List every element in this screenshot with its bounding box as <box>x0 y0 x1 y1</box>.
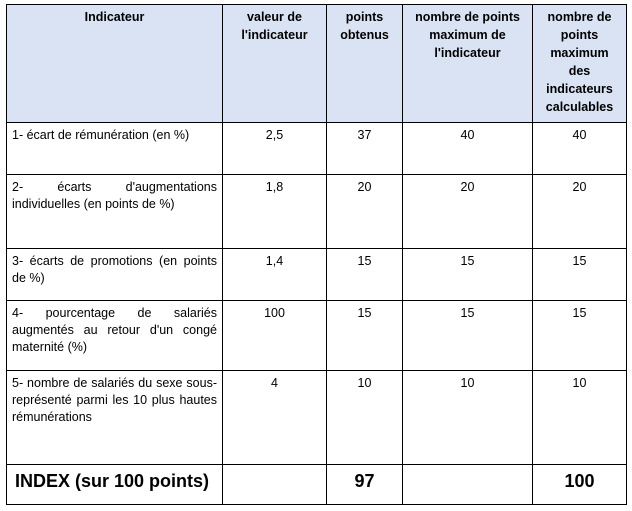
valeur-cell: 2,5 <box>223 123 327 175</box>
max-indicateur-cell: 15 <box>403 249 533 301</box>
header-valeur: valeur de l'indicateur <box>223 5 327 123</box>
indicateur-cell: 4- pourcentage de salariés augmentés au retour d'un congé maternité (%) <box>7 301 223 371</box>
header-max-calculables: nombre de points maximum des indicateurs calculables <box>533 5 627 123</box>
table-row <box>7 249 627 301</box>
table-row <box>7 175 627 249</box>
max-calculables-cell: 15 <box>533 249 627 301</box>
total-row <box>7 465 627 505</box>
header-indicateur: Indicateur <box>7 5 223 123</box>
header-max-indicateur: nombre de points maximum de l'indicateur <box>403 5 533 123</box>
table-header <box>7 5 627 123</box>
total-label: INDEX (sur 100 points) <box>7 465 223 505</box>
header-points-obtenus: points obtenus <box>327 5 403 123</box>
points-cell: 10 <box>327 371 403 465</box>
indicateur-cell: 5- nombre de salariés du sexe sous-représenté parmi les 10 plus hautes rémunérations <box>7 371 223 465</box>
max-calculables-cell: 40 <box>533 123 627 175</box>
table-body <box>7 123 627 505</box>
max-calculables-cell: 20 <box>533 175 627 249</box>
points-cell: 15 <box>327 301 403 371</box>
max-indicateur-cell: 40 <box>403 123 533 175</box>
table-row <box>7 301 627 371</box>
valeur-cell: 1,8 <box>223 175 327 249</box>
indicateur-cell: 2- écarts d'augmentations individuelles (en points de %) <box>7 175 223 249</box>
max-indicateur-cell: 10 <box>403 371 533 465</box>
points-cell: 20 <box>327 175 403 249</box>
points-cell: 15 <box>327 249 403 301</box>
total-max-indicateur-cell <box>403 465 533 505</box>
indicateur-cell: 3- écarts de promotions (en points de %) <box>7 249 223 301</box>
valeur-cell: 4 <box>223 371 327 465</box>
total-valeur-cell <box>223 465 327 505</box>
valeur-cell: 1,4 <box>223 249 327 301</box>
max-calculables-cell: 15 <box>533 301 627 371</box>
max-indicateur-cell: 15 <box>403 301 533 371</box>
max-calculables-cell: 10 <box>533 371 627 465</box>
valeur-cell: 100 <box>223 301 327 371</box>
index-table <box>6 4 627 505</box>
indicateur-cell: 1- écart de rémunération (en %) <box>7 123 223 175</box>
total-max-calculables: 100 <box>533 465 627 505</box>
header-row <box>7 5 627 123</box>
points-cell: 37 <box>327 123 403 175</box>
table-row <box>7 371 627 465</box>
max-indicateur-cell: 20 <box>403 175 533 249</box>
total-points: 97 <box>327 465 403 505</box>
table-row <box>7 123 627 175</box>
